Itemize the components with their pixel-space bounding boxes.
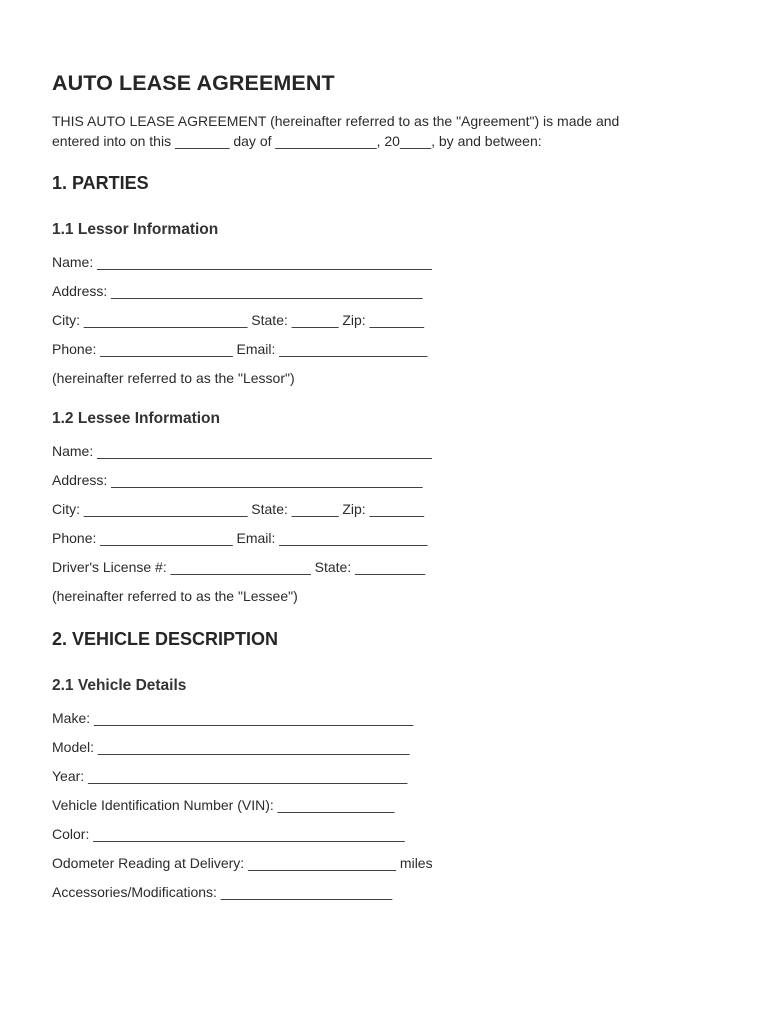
subheading-lessor-information: 1.1 Lessor Information <box>52 221 219 238</box>
lessee-address-field: Address: ________________________________________ <box>52 472 423 488</box>
intro-paragraph <box>52 112 712 151</box>
accessories-modifications-field: Accessories/Modifications: ______________________ <box>52 884 393 900</box>
lessee-drivers-license-field: Driver's License #: __________________ State: _________ <box>52 559 426 575</box>
vehicle-make-field: Make: _________________________________________ <box>52 710 414 726</box>
intro-line: entered into on this _______ day of _____________, 20____, by and between: <box>52 132 542 149</box>
lessee-phone-email-field: Phone: _________________ Email: ___________________ <box>52 530 428 546</box>
odometer-reading-field: Odometer Reading at Delivery: ___________________ miles <box>52 855 433 871</box>
section-heading-vehicle-description: 2. VEHICLE DESCRIPTION <box>52 629 279 649</box>
lessee-city-state-zip-field: City: _____________________ State: ______ Zip: _______ <box>52 501 425 517</box>
lessee-name-field: Name: ___________________________________________ <box>52 443 432 459</box>
lessor-name-field: Name: ___________________________________________ <box>52 254 432 270</box>
lessor-city-state-zip-field: City: _____________________ State: ______ Zip: _______ <box>52 312 425 328</box>
lessee-referred-text: (hereinafter referred to as the "Lessee") <box>52 588 298 604</box>
section-heading-parties: 1. PARTIES <box>52 173 149 193</box>
lessor-phone-email-field: Phone: _________________ Email: ___________________ <box>52 341 428 357</box>
lessor-address-field: Address: ________________________________________ <box>52 283 423 299</box>
vehicle-year-field: Year: _________________________________________ <box>52 768 408 784</box>
subheading-lessee-information: 1.2 Lessee Information <box>52 410 220 427</box>
vehicle-model-field: Model: ________________________________________ <box>52 739 410 755</box>
document-title: AUTO LEASE AGREEMENT <box>52 71 335 95</box>
subheading-vehicle-details: 2.1 Vehicle Details <box>52 677 187 694</box>
vehicle-vin-field: Vehicle Identification Number (VIN): _______________ <box>52 797 395 813</box>
intro-line: THIS AUTO LEASE AGREEMENT (hereinafter referred to as the "Agreement") is made and <box>52 113 620 129</box>
lessor-referred-text: (hereinafter referred to as the "Lessor") <box>52 370 295 386</box>
vehicle-color-field: Color: ________________________________________ <box>52 826 405 842</box>
